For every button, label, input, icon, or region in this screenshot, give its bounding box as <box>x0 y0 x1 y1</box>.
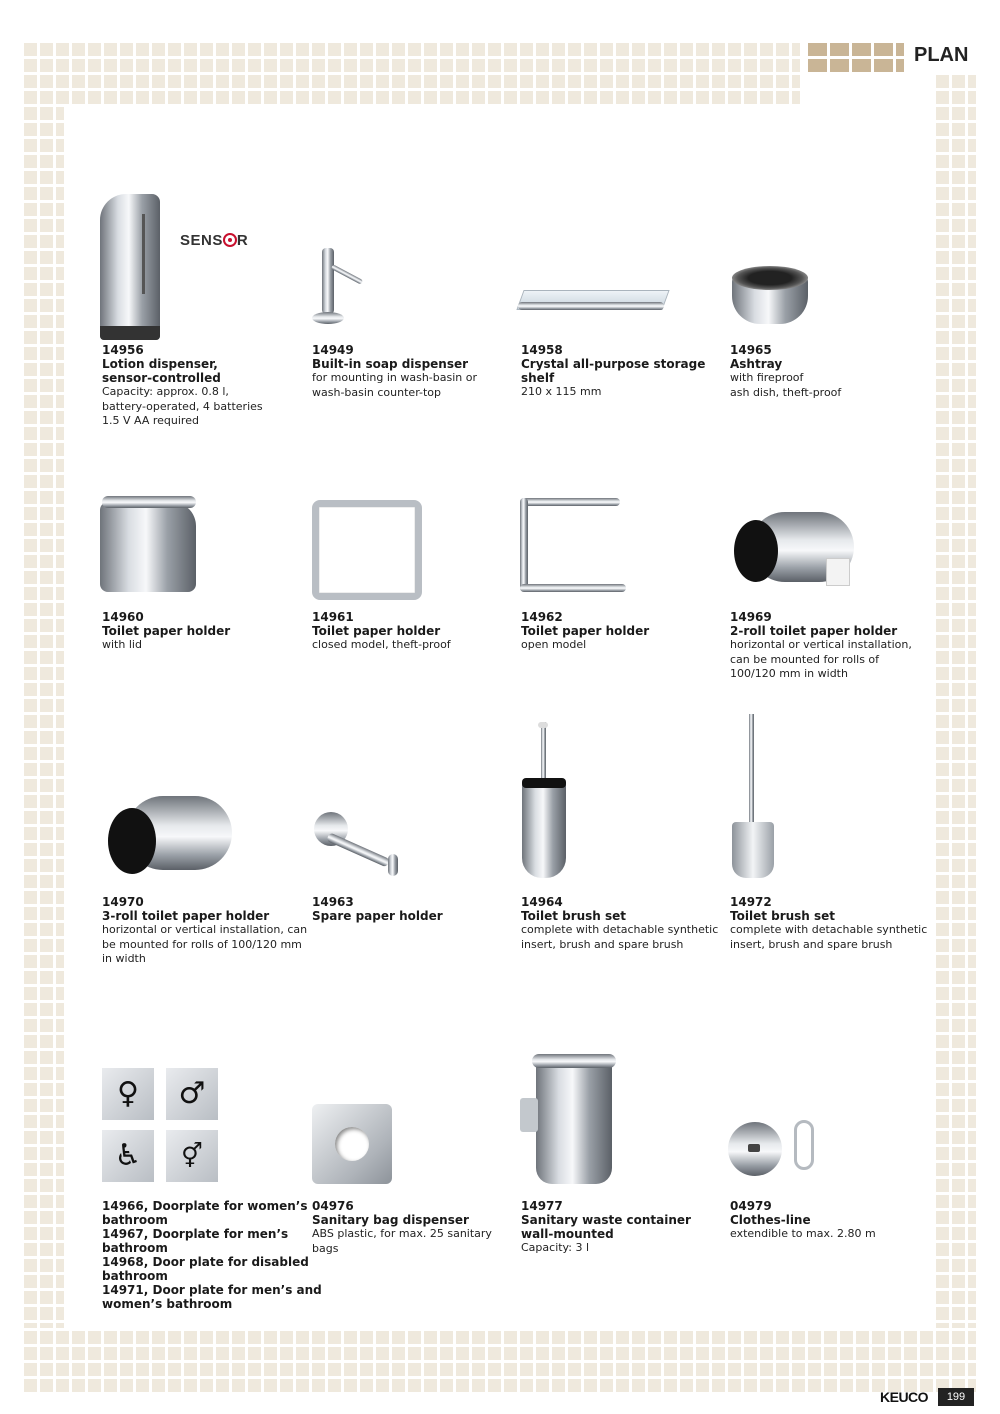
product-14970 <box>102 895 308 967</box>
sensor-icon <box>223 233 237 247</box>
product-name: Toilet paper holder <box>521 624 650 638</box>
toilet-brush-set-alt-image <box>730 714 776 878</box>
product-code: 14949 <box>312 343 354 357</box>
product-name: 2-roll toilet paper holder <box>730 624 898 638</box>
page-number: 199 <box>938 1388 974 1406</box>
product-04979 <box>730 1199 930 1242</box>
storage-shelf-image <box>518 282 668 314</box>
product-14965 <box>730 343 930 400</box>
product-desc: insert, brush and spare brush <box>521 937 684 951</box>
product-name: 3-roll toilet paper holder <box>102 909 270 923</box>
product-desc: in width <box>102 952 146 965</box>
product-name: shelf <box>521 371 555 385</box>
product-code: 14964 <box>521 895 563 909</box>
product-code: 04976 <box>312 1199 354 1213</box>
product-14949 <box>312 343 512 400</box>
product-desc: 210 x 115 mm <box>521 385 602 398</box>
product-14972 <box>730 895 930 952</box>
product-code: 14965 <box>730 343 772 357</box>
product-14963 <box>312 895 512 923</box>
product-name: Crystal all-purpose storage <box>521 357 706 371</box>
product-name: 14971, Door plate for men’s and <box>102 1283 322 1297</box>
product-desc: closed model, theft-proof <box>312 638 451 651</box>
couple-sign-icon: ⚥ <box>166 1130 218 1182</box>
product-name: Built-in soap dispenser <box>312 357 469 371</box>
wheelchair-sign-icon: ♿ <box>102 1130 154 1182</box>
soap-dispenser-image <box>312 244 372 328</box>
product-code: 14962 <box>521 610 563 624</box>
product-desc: Capacity: approx. 0.8 l, <box>102 385 229 398</box>
product-name: wall-mounted <box>521 1227 614 1241</box>
sensor-badge: SENS R <box>180 232 249 249</box>
product-desc: battery-operated, 4 batteries <box>102 399 263 413</box>
toilet-paper-holder-closed-image <box>312 500 418 598</box>
product-code: 04979 <box>730 1199 772 1213</box>
product-code: 14972 <box>730 895 772 909</box>
product-desc: for mounting in wash-basin or <box>312 371 477 384</box>
product-name: Toilet paper holder <box>102 624 231 638</box>
product-name: women’s bathroom <box>102 1297 233 1311</box>
product-14964 <box>521 895 721 952</box>
product-name: Ashtray <box>730 357 783 371</box>
product-code: 14977 <box>521 1199 563 1213</box>
man-sign-icon: ♂ <box>166 1068 218 1120</box>
product-14956 <box>102 343 302 429</box>
product-desc: can be mounted for rolls of <box>730 652 880 666</box>
product-name: Spare paper holder <box>312 909 443 923</box>
product-name: sensor-controlled <box>102 371 221 385</box>
clothes-line-image <box>728 1120 824 1176</box>
three-roll-paper-holder-image <box>104 794 236 878</box>
product-code: 14958 <box>521 343 563 357</box>
product-desc: with lid <box>102 638 142 651</box>
product-name: Toilet paper holder <box>312 624 441 638</box>
product-name: 14966, Doorplate for women’s <box>102 1199 308 1213</box>
product-code: 14969 <box>730 610 772 624</box>
product-desc: wash-basin counter-top <box>312 385 442 399</box>
two-roll-paper-holder-image <box>730 510 858 588</box>
lotion-dispenser-image <box>100 194 168 344</box>
section-label: PLAN <box>914 44 969 66</box>
product-14969 <box>730 610 930 682</box>
product-desc: complete with detachable synthetic <box>730 923 928 936</box>
product-desc: 1.5 V AA required <box>102 414 199 427</box>
product-desc: complete with detachable synthetic <box>521 923 719 936</box>
tile-border-left <box>24 104 64 1344</box>
product-code: 14963 <box>312 895 354 909</box>
sanitary-waste-container-image <box>512 1046 642 1186</box>
product-desc: horizontal or vertical installation, <box>730 638 912 651</box>
product-desc: open model <box>521 638 587 651</box>
product-name: bathroom <box>102 1241 168 1255</box>
product-name: Toilet brush set <box>521 909 627 923</box>
product-name: bathroom <box>102 1269 168 1283</box>
product-name: Sanitary waste container <box>521 1213 691 1227</box>
product-desc: insert, brush and spare brush <box>730 937 893 951</box>
brand-logo: KEUCO <box>880 1389 929 1405</box>
product-desc: ash dish, theft-proof <box>730 385 842 399</box>
product-desc: ABS plastic, for max. 25 sanitary <box>312 1227 492 1240</box>
tile-border-right <box>936 104 976 1344</box>
spare-paper-holder-image <box>314 812 400 876</box>
product-14960 <box>102 610 302 653</box>
product-name: Sanitary bag dispenser <box>312 1213 469 1227</box>
product-14961 <box>312 610 512 653</box>
product-desc: 100/120 mm in width <box>730 667 848 680</box>
toilet-brush-set-image <box>520 722 570 878</box>
product-name: Clothes-line <box>730 1213 811 1227</box>
product-desc: horizontal or vertical installation, can <box>102 923 308 936</box>
product-desc: bags <box>312 1241 339 1255</box>
door-signs-group <box>102 1068 220 1184</box>
tile-border-top-right <box>936 72 976 104</box>
product-code: 14960 <box>102 610 144 624</box>
product-desc: extendible to max. 2.80 m <box>730 1227 876 1240</box>
tile-border-bottom <box>24 1328 976 1392</box>
toilet-paper-holder-open-image <box>520 498 628 596</box>
tile-border-top <box>24 40 800 104</box>
product-desc: with fireproof <box>730 371 804 384</box>
product-14962 <box>521 610 721 653</box>
product-desc: be mounted for rolls of 100/120 mm <box>102 937 302 951</box>
product-name: bathroom <box>102 1213 168 1227</box>
product-code: 14956 <box>102 343 144 357</box>
product-name: 14968, Door plate for disabled <box>102 1255 309 1269</box>
toilet-paper-holder-lid-image <box>100 492 200 596</box>
woman-sign-icon: ♀ <box>102 1068 154 1120</box>
product-door-plates <box>102 1199 322 1311</box>
product-desc: Capacity: 3 l <box>521 1241 590 1254</box>
product-14958 <box>521 343 721 400</box>
product-name: 14967, Doorplate for men’s <box>102 1227 289 1241</box>
ashtray-image <box>728 262 812 326</box>
product-04976 <box>312 1199 512 1256</box>
product-name: Lotion dispenser, <box>102 357 218 371</box>
product-code: 14970 <box>102 895 144 909</box>
product-14977 <box>521 1199 721 1256</box>
sanitary-bag-dispenser-image <box>312 1104 398 1190</box>
product-name: Toilet brush set <box>730 909 836 923</box>
section-tiles-accent <box>808 40 904 72</box>
product-code: 14961 <box>312 610 354 624</box>
